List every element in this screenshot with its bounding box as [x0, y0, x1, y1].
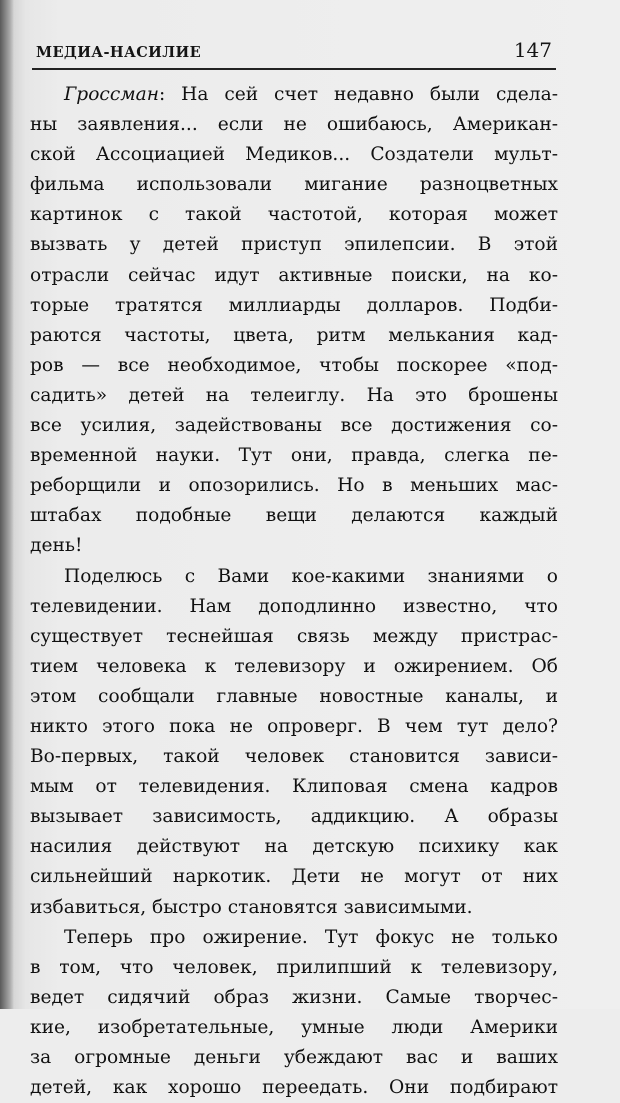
text-line: торые тратятся миллиарды долларов. Подби- — [30, 294, 558, 316]
text-line: за огромные деньги убеждают вас и ваших — [30, 1047, 558, 1068]
text-line: все усилия, задействованы все достижения со- — [30, 415, 558, 437]
text-line: Во-первых, такой человек становится зависи- — [30, 746, 558, 768]
text-line — [30, 80, 558, 110]
text-line: реборщили и опозорились. Но в меньших мас- — [30, 475, 558, 497]
text-line: никто этого пока не опроверг. В чем тут дело? — [30, 715, 558, 737]
text-line: телевидении. Нам доподлинно известно, что — [30, 595, 558, 617]
text-line: день! — [30, 535, 83, 557]
text-line: существует теснейшая связь между пристрас- — [30, 625, 558, 647]
text-line: сильнейший наркотик. Дети не могут от них — [30, 866, 558, 888]
text-line: насилия действуют на детскую психику как — [30, 836, 558, 858]
text-line: тием человека к телевизору и ожирением. Об — [30, 655, 558, 677]
paragraph — [30, 923, 558, 1103]
text-line: этом сообщали главные новостные каналы, и — [30, 685, 558, 707]
text-line: ведет сидячий образ жизни. Самые творчес- — [30, 986, 558, 1008]
paragraph — [30, 562, 558, 923]
text-line: Поделюсь с Вами кое-какими знаниями о — [64, 565, 558, 587]
text-line: штабах подобные вещи делаются каждый — [30, 505, 558, 527]
book-spine-shadow — [0, 0, 14, 1009]
text-line: фильма использовали мигание разноцветных — [30, 174, 558, 196]
text-line: мым от телевидения. Клиповая смена кадров — [30, 776, 558, 798]
text-line: в том, что человек, прилипший к телевизору, — [30, 956, 558, 978]
page-number: 147 — [513, 38, 552, 62]
text-line: Теперь про ожирение. Тут фокус не только — [64, 926, 558, 948]
text-line: раются частоты, цвета, ритм мелькания кад- — [30, 324, 558, 346]
page-header — [36, 38, 552, 66]
speaker-name: Гроссман — [64, 84, 159, 105]
body-text — [30, 80, 558, 1103]
text-line: садить» детей на телеиглу. На это брошены — [30, 384, 558, 406]
text-line: временной науки. Тут они, правда, слегка пе- — [30, 445, 558, 467]
text-line: вызвать у детей приступ эпилепсии. В этой — [30, 234, 558, 256]
paragraph — [30, 80, 558, 562]
text-line: ны заявления... если не ошибаюсь, Американ- — [30, 114, 558, 136]
text-line: кие, изобретательные, умные люди Америки — [30, 1016, 558, 1038]
text-line: отрасли сейчас идут активные поиски, на ко- — [30, 264, 558, 286]
running-title: МЕДИА-НАСИЛИЕ — [36, 44, 202, 61]
text-line: картинок с такой частотой, которая может — [30, 204, 558, 226]
header-rule — [32, 68, 556, 70]
text-line-content: : На сей счет недавно были сдела- — [158, 84, 558, 105]
text-line: детей, как хорошо переедать. Они подбирают — [30, 1077, 558, 1099]
text-line: ской Ассоциацией Медиков... Создатели мульт- — [30, 144, 558, 166]
text-line: ров — все необходимое, чтобы поскорее «под- — [30, 354, 558, 376]
text-line: вызывает зависимость, аддикцию. А образы — [30, 806, 558, 828]
text-line: избавиться, быстро становятся зависимыми. — [30, 896, 473, 918]
